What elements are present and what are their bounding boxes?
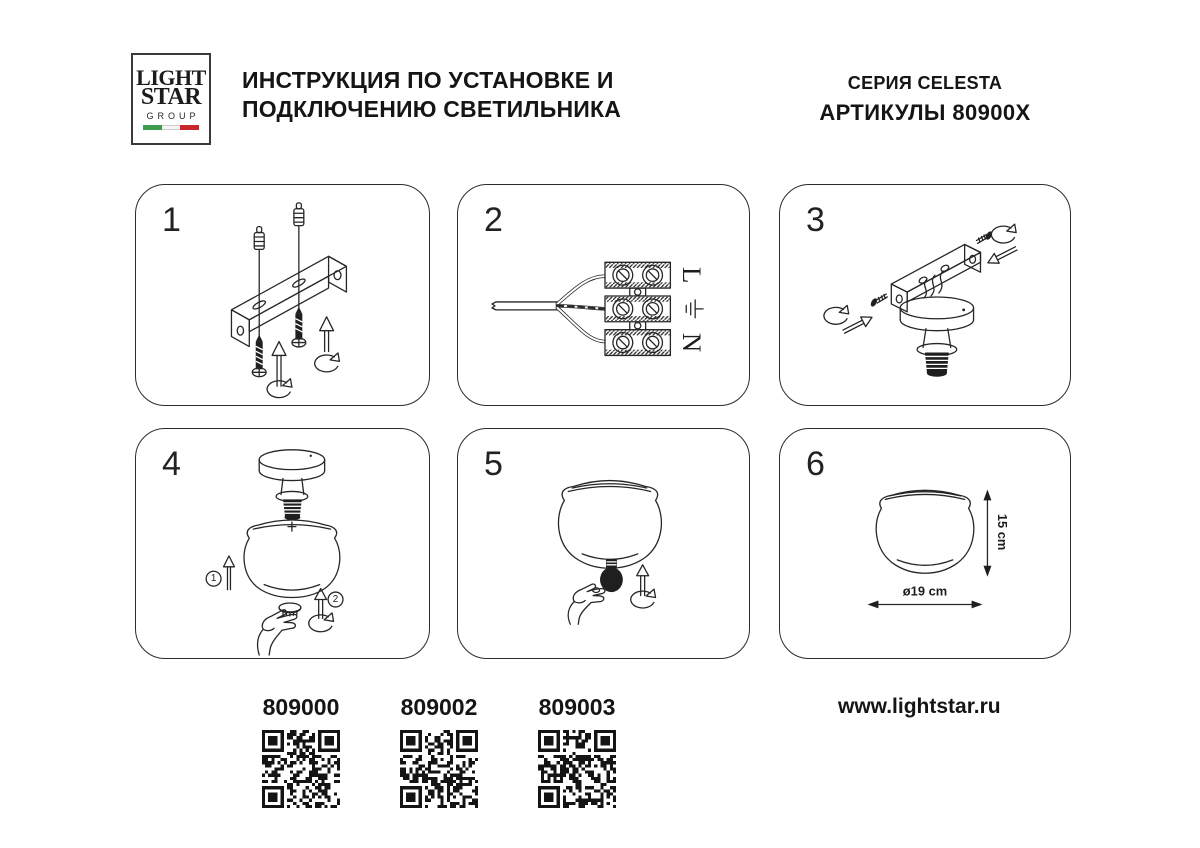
wire-live <box>557 276 605 304</box>
terminal-cell <box>605 296 670 322</box>
step-number-2: 2 <box>484 201 503 239</box>
up-right-arrow-icon <box>841 312 874 336</box>
terminal-cell <box>605 330 670 356</box>
flag-red <box>180 125 199 130</box>
label-line-L: L <box>677 267 708 284</box>
step-panel-6 <box>779 428 1071 659</box>
step-number-5: 5 <box>484 445 503 483</box>
flag-white <box>162 125 181 130</box>
screw-icon <box>869 294 887 308</box>
step6-dimensions-drawing <box>780 429 1070 658</box>
earth-symbol <box>686 300 703 318</box>
rotate-arrow-icon <box>267 379 292 398</box>
step1-mounting-bracket-drawing <box>136 185 429 405</box>
step-panel-3 <box>779 184 1071 406</box>
series-block <box>770 73 1080 126</box>
screw-icon <box>977 230 994 243</box>
height-dimension <box>983 489 1009 576</box>
article-item <box>400 694 478 808</box>
title-line-2: ПОДКЛЮЧЕНИЮ СВЕТИЛЬНИКА <box>242 96 622 122</box>
wire-neutral <box>557 308 605 342</box>
page-title <box>242 66 621 124</box>
step-number-3: 3 <box>806 201 825 239</box>
wall-plug-icon <box>254 227 264 250</box>
rotate-up-arrow-icon <box>631 565 656 608</box>
up-arrow-icon <box>320 317 334 352</box>
article-code: 809003 <box>538 694 616 720</box>
screw-icon <box>292 307 306 347</box>
italian-flag-stripe <box>143 125 199 130</box>
logo-word-light: LIGHT <box>136 64 206 90</box>
terminal-block <box>605 262 670 355</box>
website-url: www.lightstar.ru <box>838 695 1001 718</box>
lamp-socket <box>917 344 957 377</box>
hand-icon <box>258 610 297 655</box>
screw-icon <box>252 335 266 377</box>
rotate-arrow-icon <box>315 353 340 372</box>
qr-code <box>538 730 616 808</box>
qr-code <box>400 730 478 808</box>
svg-text:2: 2 <box>332 594 339 606</box>
qr-code <box>262 730 340 808</box>
step4-shade-assembly-drawing <box>136 429 429 658</box>
step-panel-2 <box>457 184 750 406</box>
svg-text:1: 1 <box>210 573 217 585</box>
flag-green <box>143 125 162 130</box>
step5-bulb-installation-drawing <box>458 429 749 658</box>
step-panel-4 <box>135 428 430 659</box>
wire-earth <box>557 306 605 309</box>
logo-word-star: STAR <box>140 84 202 111</box>
diameter-dimension-label: ø19 cm <box>902 583 948 599</box>
up-arrow-icon <box>272 342 286 387</box>
step-number-1: 1 <box>162 201 181 239</box>
article-code: 809000 <box>262 694 340 720</box>
title-line-1: ИНСТРУКЦИЯ ПО УСТАНОВКЕ И <box>242 67 614 93</box>
rotate-arrow-icon <box>991 224 1016 243</box>
articles-heading: АРТИКУЛЫ 80900X <box>819 100 1031 125</box>
hand-icon <box>568 584 605 624</box>
step3-canopy-mounting-drawing <box>780 185 1070 405</box>
article-item <box>538 694 616 808</box>
article-item <box>262 694 340 808</box>
ceiling-canopy <box>900 297 973 348</box>
step-panel-1 <box>135 184 430 406</box>
label-neutral-N: N <box>677 332 708 353</box>
terminal-cell <box>605 262 670 288</box>
glass-shade <box>876 490 974 573</box>
step-panel-5 <box>457 428 750 659</box>
ceiling-canopy <box>259 450 324 495</box>
article-code: 809002 <box>400 694 478 720</box>
wall-plug-icon <box>294 203 304 226</box>
height-dimension-label: 15 cm <box>994 513 1010 551</box>
down-left-arrow-icon <box>985 244 1018 268</box>
guide-lines <box>259 227 299 338</box>
logo-word-group: GROUP <box>146 111 200 122</box>
step-number-6: 6 <box>806 445 825 483</box>
rotate-arrow-icon <box>824 305 849 324</box>
lightstar-logo <box>131 53 211 145</box>
series-name: СЕРИЯ CELESTA <box>847 73 1003 93</box>
light-bulb-icon <box>600 559 623 592</box>
glass-shade <box>558 481 661 569</box>
step2-wiring-drawing <box>458 185 749 405</box>
callout-2 <box>328 592 343 607</box>
supply-cable <box>492 302 557 310</box>
step-number-4: 4 <box>162 445 181 483</box>
up-arrow-icon <box>224 556 235 590</box>
callout-1 <box>206 571 221 586</box>
diameter-dimension <box>868 584 983 609</box>
ring-nut <box>279 603 301 616</box>
